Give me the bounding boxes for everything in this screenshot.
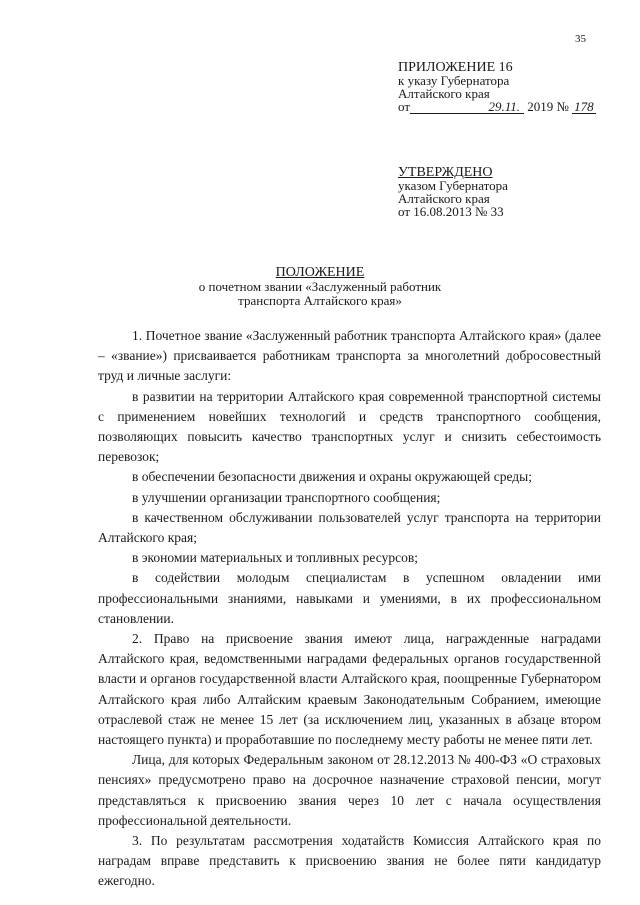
date-prefix: от: [398, 99, 411, 114]
appendix-block: [398, 61, 596, 114]
paragraph: в экономии материальных и топливных ресурсов;: [132, 550, 418, 566]
approved-block: [398, 166, 508, 218]
date-field: 29.11.: [410, 101, 524, 114]
year: 2019: [527, 99, 554, 114]
paragraph: Лица, для которых Федеральным законом от 28.12.2013 № 400-ФЗ «О страховых пенсиях» предусмотрено право на досрочное назначение страховой пенсии, могут представляться к присвоению звания через 10 лет с начала осуществления профессиональной деятельности.: [98, 752, 601, 828]
paragraph: в развитии на территории Алтайского края современной транспортной системы с применением новейших технологий и средств транспортного сообщения, позволяющих повысить качество транспортных услуг и снизить себестоимость перевозок;: [98, 388, 601, 465]
paragraph: 3. По результатам рассмотрения ходатайств Комиссия Алтайского края по наградам вправе представить к присвоению звания не более пяти кандидатур ежегодно.: [98, 833, 601, 889]
appendix-title: ПРИЛОЖЕНИЕ 16: [398, 60, 513, 75]
paragraph: в содействии молодым специалистам в успешном овладении ими профессиональными знаниями, навыками и умениями, в их профессиональном становлении.: [98, 570, 601, 626]
paragraph: в обеспечении безопасности движения и охраны окружающей среды;: [132, 469, 532, 485]
appendix-line-2: Алтайского края: [398, 86, 490, 101]
approved-title: УТВЕРЖДЕНО: [398, 165, 493, 180]
heading-line-1: о почетном звании «Заслуженный работник: [198, 279, 442, 294]
number-field: 178: [574, 99, 594, 114]
appendix-line-1: к указу Губернатора: [398, 73, 510, 88]
paragraph: 2. Право на присвоение звания имеют лица, награжденные наградами Алтайского края, ведомственными наградами федеральных органов государственной власти и органов государственной власти Алтайского края, поощренные Губернатором Алтайского края либо Алтайским краевым Законодательным Собранием, имеющие отраслевой стаж не менее 15 лет (за исключением лиц, указанных в абзаце втором настоящего пункта) и проработавшие по последнему месту работы не менее пяти лет.: [98, 631, 601, 748]
page-number: 35: [575, 33, 586, 45]
approved-line-1: указом Губернатора: [398, 178, 508, 193]
paragraph: в улучшении организации транспортного сообщения;: [132, 489, 441, 505]
number-sign: №: [556, 99, 569, 114]
heading-title: ПОЛОЖЕНИЕ: [275, 265, 365, 280]
approved-line-2: Алтайского края: [398, 191, 490, 206]
document-heading: [0, 266, 640, 308]
appendix-date-line: [398, 100, 596, 114]
approved-line-3: от 16.08.2013 № 33: [398, 204, 504, 219]
paragraph: в качественном обслуживании пользователей услуг транспорта на территории Алтайского края;: [98, 509, 601, 546]
body-text: [98, 326, 601, 892]
paragraph: 1. Почетное звание «Заслуженный работник транспорта Алтайского края» (далее – «звание») присваивается работникам транспорта за многолетний добросовестный труд и личные заслуги:: [98, 328, 601, 384]
heading-line-2: транспорта Алтайского края»: [238, 293, 402, 308]
